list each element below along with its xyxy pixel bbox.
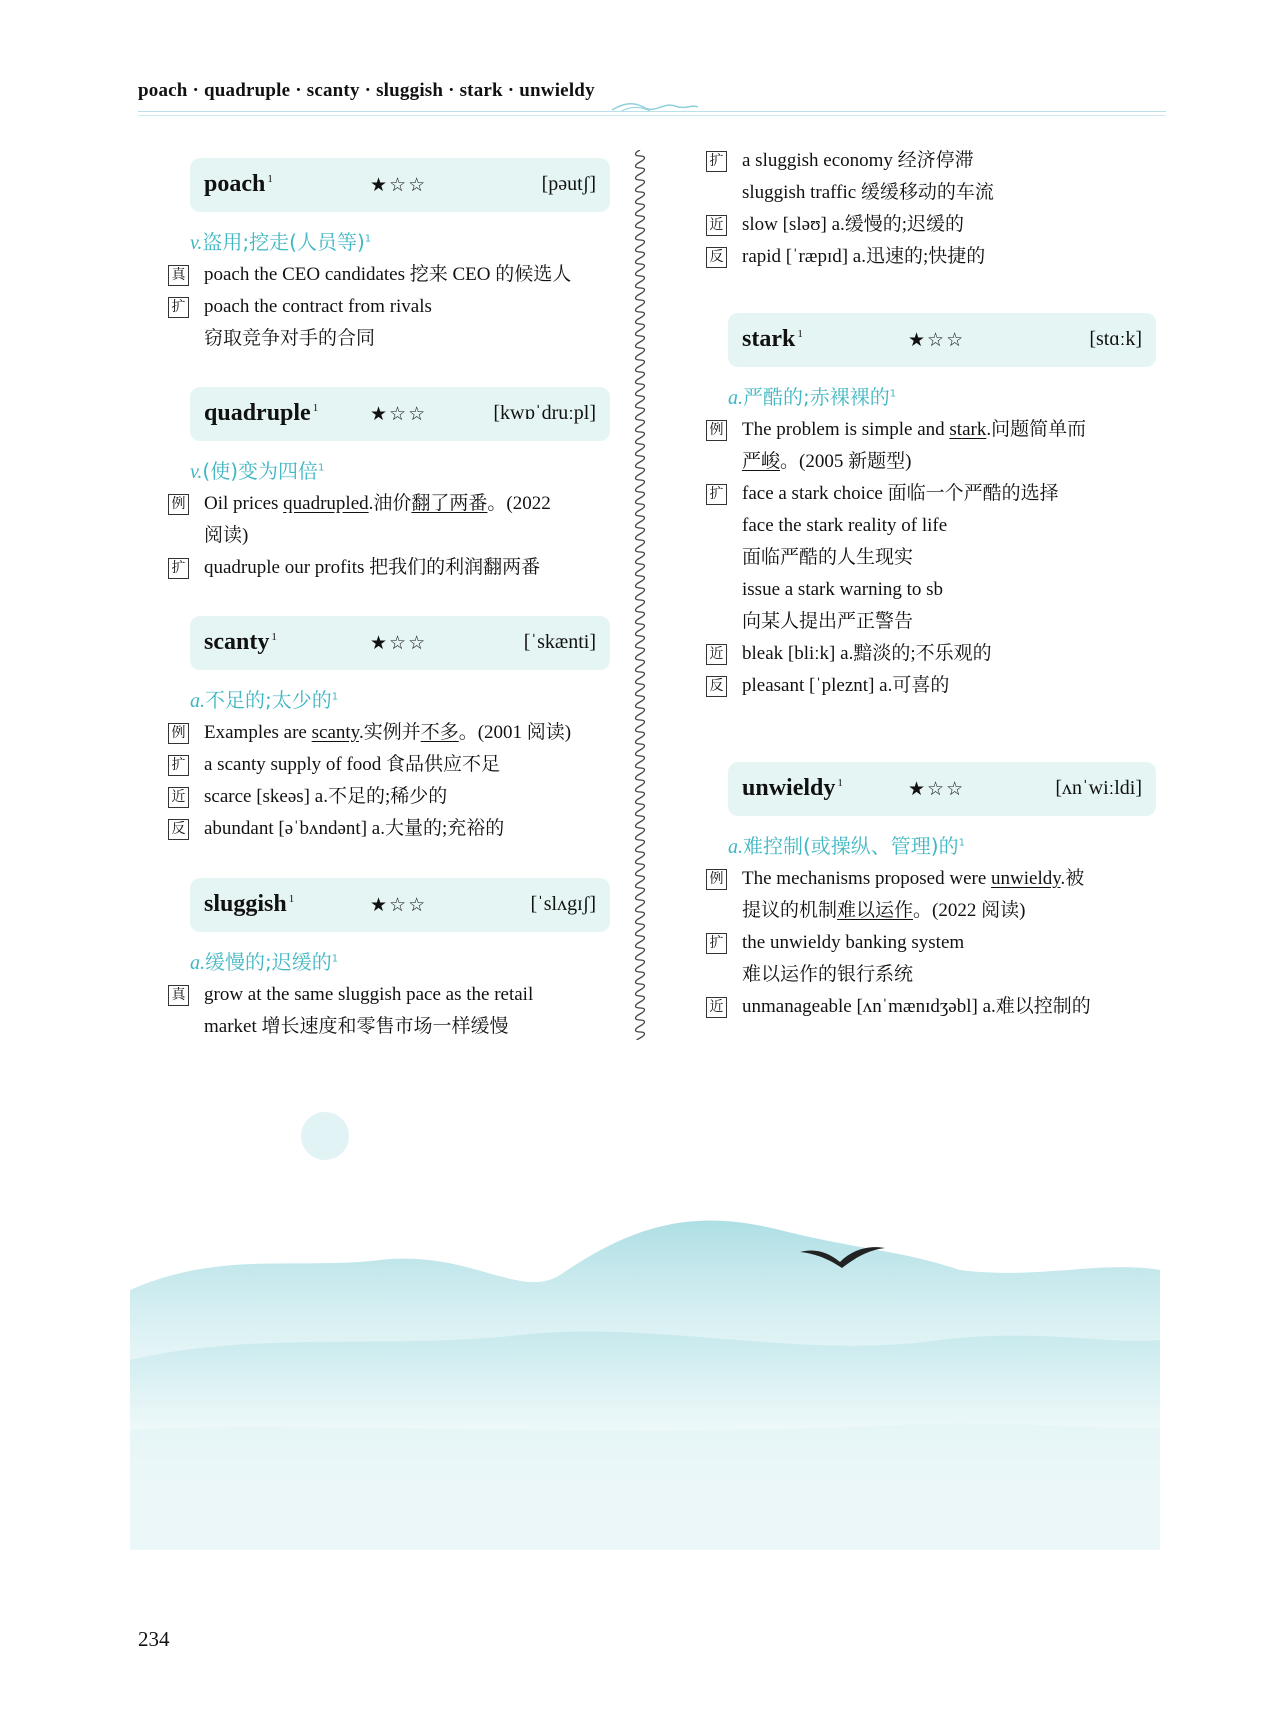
headword-box	[190, 616, 610, 670]
example-source: 严峻。(2005 新题型)	[742, 451, 912, 472]
headword: quadruple $^1$	[204, 400, 319, 426]
rating-stars: ★☆☆	[908, 329, 966, 351]
phonetic: [ˈslʌgɪʃ]	[530, 893, 596, 915]
landscape-illustration	[0, 1100, 1281, 1580]
list-item: 近 scarce [skeəs] a.不足的;稀少的	[168, 781, 620, 813]
headword: stark $^1$	[742, 326, 803, 352]
tag-zhen: 真	[168, 985, 189, 1006]
phonetic: [pəutʃ]	[541, 173, 596, 195]
tag-jin: 近	[706, 215, 727, 236]
list-item: face the stark reality of life	[742, 515, 948, 536]
list-item: sluggish traffic 缓缓移动的车流	[742, 182, 994, 203]
list-item: 真 poach the CEO candidates 挖来 CEO 的候选人	[168, 259, 620, 291]
list-item: 近 bleak [bliːk] a.黯淡的;不乐观的	[706, 638, 1166, 670]
example-sentence: 例 Examples are scanty.实例并不多。(2001 阅读)	[168, 717, 620, 749]
page-number: 234	[138, 1627, 170, 1651]
rating-stars: ★☆☆	[370, 894, 428, 916]
headword-box	[728, 313, 1156, 367]
tag-kuo: 扩	[168, 297, 189, 318]
list-item: issue a stark warning to sb	[742, 579, 944, 600]
example-sentence: 例 The mechanisms proposed were unwieldy.被	[706, 863, 1166, 895]
entry-quadruple	[168, 387, 620, 584]
part-of-speech: a.严酷的;赤裸裸的$^1$	[728, 385, 897, 409]
tag-kuo: 扩	[706, 484, 727, 505]
list-item: 扩 quadruple our profits 把我们的利润翻两番	[168, 552, 620, 584]
list-item: 扩 poach the contract from rivals	[168, 291, 620, 323]
headword-box	[728, 762, 1156, 816]
part-of-speech: v.盗用;挖走(人员等)$^1$	[190, 230, 372, 254]
tag-li: 例	[168, 723, 189, 744]
rating-stars: ★☆☆	[370, 403, 428, 425]
list-item: 近 slow [sləʊ] a.缓慢的;迟缓的	[706, 209, 1166, 241]
tag-li: 例	[706, 869, 727, 890]
entry-sluggish	[168, 878, 620, 1043]
headword: scanty $^1$	[204, 629, 277, 655]
tag-zhen: 真	[168, 265, 189, 286]
list-item: market 增长速度和零售市场一样缓慢	[204, 1016, 509, 1037]
list-item: 近 unmanageable [ʌnˈmænɪdʒəbl] a.难以控制的	[706, 991, 1166, 1023]
tag-jin: 近	[168, 787, 189, 808]
column-divider	[633, 150, 647, 1040]
entry-stark	[706, 313, 1166, 702]
list-item: 反 rapid [ˈræpɪd] a.迅速的;快捷的	[706, 241, 1166, 273]
part-of-speech: a.缓慢的;迟缓的$^1$	[190, 950, 339, 974]
phonetic: [ʌnˈwiːldi]	[1055, 777, 1142, 799]
headword: sluggish $^1$	[204, 891, 295, 917]
list-item: 真 grow at the same sluggish pace as the retail	[168, 979, 620, 1011]
list-item: 面临严酷的人生现实	[742, 547, 914, 568]
list-item: 扩 face a stark choice 面临一个严酷的选择	[706, 478, 1166, 510]
tag-li: 例	[706, 420, 727, 441]
list-item: 扩 a scanty supply of food 食品供应不足	[168, 749, 620, 781]
entry-scanty	[168, 616, 620, 845]
list-item: 窃取竞争对手的合同	[204, 328, 376, 349]
tag-fan: 反	[706, 676, 727, 697]
header-rule-secondary	[138, 115, 1166, 116]
rating-stars: ★☆☆	[370, 174, 428, 196]
list-item: 反 abundant [əˈbʌndənt] a.大量的;充裕的	[168, 813, 620, 845]
entry-sluggish-continued	[706, 145, 1166, 273]
part-of-speech: a.难控制(或操纵、管理)的$^1$	[728, 834, 965, 858]
headword-box	[190, 387, 610, 441]
list-item: 向某人提出严正警告	[742, 611, 914, 632]
phonetic: [stɑːk]	[1089, 328, 1142, 350]
tag-kuo: 扩	[168, 558, 189, 579]
example-source: 提议的机制难以运作。(2022 阅读)	[742, 900, 1026, 921]
part-of-speech: v.(使)变为四倍$^1$	[190, 459, 325, 483]
headword-box	[190, 878, 610, 932]
entry-poach	[168, 158, 620, 355]
list-item: 扩 the unwieldy banking system	[706, 927, 1166, 959]
phonetic: [ˈskænti]	[523, 631, 596, 653]
tag-li: 例	[168, 494, 189, 515]
sun-icon	[301, 1112, 349, 1160]
tag-jin: 近	[706, 644, 727, 665]
rating-stars: ★☆☆	[908, 778, 966, 800]
running-header: poach · quadruple · scanty · sluggish · stark · unwieldy	[138, 80, 595, 101]
header-rule	[138, 111, 1166, 112]
tag-fan: 反	[706, 247, 727, 268]
example-sentence: 例 Oil prices quadrupled.油价翻了两番。(2022	[168, 488, 620, 520]
tag-kuo: 扩	[706, 151, 727, 172]
headword-box	[190, 158, 610, 212]
tag-kuo: 扩	[168, 755, 189, 776]
entry-unwieldy	[706, 762, 1166, 1023]
tag-jin: 近	[706, 997, 727, 1018]
phonetic: [kwɒˈdruːpl]	[493, 402, 596, 424]
rating-stars: ★☆☆	[370, 632, 428, 654]
headword: poach $^1$	[204, 171, 273, 197]
part-of-speech: a.不足的;太少的$^1$	[190, 688, 339, 712]
tag-kuo: 扩	[706, 933, 727, 954]
list-item: 反 pleasant [ˈpleznt] a.可喜的	[706, 670, 1166, 702]
tag-fan: 反	[168, 819, 189, 840]
headword: unwieldy $^1$	[742, 775, 843, 801]
list-item: 难以运作的银行系统	[742, 964, 914, 985]
example-source: 阅读)	[204, 525, 249, 546]
example-sentence: 例 The problem is simple and stark.问题简单而	[706, 414, 1166, 446]
list-item: 扩 a sluggish economy 经济停滞	[706, 145, 1166, 177]
